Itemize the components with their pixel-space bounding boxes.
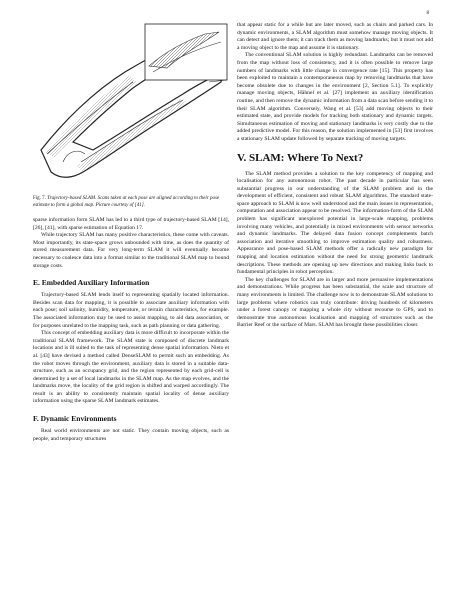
paragraph: The conventional SLAM solution is highly redundant. Landmarks can be removed from the map without loss of consistency, and it is often possible to remove large numbers of landmarks with little change in convergence rate [15]. This property has been exploited to maintain a contemporaneous map by removing landmarks that have become obsolete due to changes in the environment [2, Section 5.1]. To explicitly manage moving objects, Hähnel et al. [27] implement an auxiliary identification routine, and then remove the dynamic information from a data scan before sending it to their SLAM algorithm. Conversely, Wang et al. [53] add moving objects to their estimated state, and provide models for tracking both stationary and dynamic targets. Simultaneous estimation of moving and stationary landmarks is very costly due to the added predictive model. For this reason, the solution implemented in [53] first involves a stationary SLAM update followed by separate tracking of moving targets. (237, 52, 433, 142)
paragraph: This concept of embedding auxiliary data is more difficult to incorporate within the traditional SLAM framework. The SLAM state is composed of discrete landmark locations and is ill suited to the task of representing dense spatial information. Nieto et al. [43] have devised a method called DenseSLAM to permit such an embedding. As the robot moves through the environment, auxiliary data is stored in a suitable data-structure, such as an occupancy grid, and the region represented by each grid-cell is determined by a set of local landmarks in the SLAM map. As the map evolves, and the landmarks move, the locality of the grid region is shifted and warped accordingly. The result is an ability to consistently maintain spatial locality of dense auxiliary information using the sparse SLAM landmark estimates. (33, 330, 229, 405)
paragraph: Real world environments are not static. They contain moving objects, such as people, and temporary structures (33, 428, 229, 442)
trajectory-map-image (33, 22, 229, 194)
right-column (237, 22, 433, 330)
zoom-inset (133, 24, 227, 88)
section-heading-embedded-auxiliary: E. Embedded Auxiliary Information (33, 278, 150, 288)
paragraph: that appear static for a while but are later moved, such as chairs and parked cars. In dynamic environments, a SLAM algorithm must somehow manage moving objects. It can detect and ignore them; it can track them as moving landmarks; but it must not add a moving object to the map and assume it is stationary. (237, 22, 433, 51)
section-heading-slam-where-to-next: V. SLAM: Where To Next? (237, 151, 364, 164)
paragraph: While trajectory SLAM has many positive characteristics, these come with caveats. Most importantly, its state-space grows unbounded with time, as does the quantity of stored measurement data. For very long-term SLAM it will eventually become necessary to coalesce data into a format similar to the traditional SLAM map to bound storage costs. (33, 232, 229, 269)
section-heading-dynamic-environments: F. Dynamic Environments (33, 414, 117, 424)
page-number: 8 (426, 11, 429, 16)
paragraph: sparse information form SLAM has led to a third type of trajectory-based SLAM [14], [26], [41], with sparse estimation of Equation 17. (33, 217, 229, 231)
left-column (33, 22, 229, 443)
figure-caption (33, 196, 229, 209)
paragraph: The SLAM method provides a solution to the key competency of mapping and localisation for any autonomous robot. The past decade in particular has seen substantial progress in our understanding of the SLAM problem and in the development of efficient, consistent and robust SLAM algorithms. The standard state-space approach to SLAM is now well understood and the main issues in representation, computation and association appear to be resolved. The information-form of the SLAM problem has significant unexplored potential in large-scale mapping, problems involving many vehicles, and potentially in mixed environments with sensor networks and dynamic landmarks. The delayed data fusion concept complements batch association and iterative smoothing to improve estimation quality and robustness. Appearance and pose-based SLAM methods offer a radically new paradigm for mapping and location estimation without the need for strong geometric landmark descriptions. These methods are opening up new directions and making links back to fundamental principles in robot perception. (237, 170, 433, 276)
paragraph: Trajectory-based SLAM lends itself to representing spatially located information. Besides scan data for mapping, it is possible to associate auxiliary information with each pose; soil salinity, humidity, temperature, or terrain characteristics, for example. The associated information may be used to assist mapping, to aid data association, or for purposes unrelated to the mapping task, such as path planning or data gathering. (33, 292, 229, 329)
paragraph: The key challenges for SLAM are in larger and more persuasive implementations and demonstrations. While progress has been substantial, the scale and structure of many environments is limited. The challenge now is to demonstrate SLAM solutions to large problems where robotics can truly contribute: driving hundreds of kilometers under a forest canopy or mapping a whole city without recourse to GPS, and to demonstrate true autonomous localisation and mapping of structures such as the Barrier Reef or the surface of Mars. SLAM has brought these possibilities closer. (237, 276, 433, 329)
figure-caption-text: Trajectory-based SLAM. Scans taken at each pose are aligned according to their pose estimate to form a global map. Picture courtesy of [41]. (33, 196, 220, 208)
figure-label: Fig. 7. (33, 196, 46, 201)
figure-trajectory-map (33, 22, 229, 194)
scan-texture (45, 76, 185, 172)
